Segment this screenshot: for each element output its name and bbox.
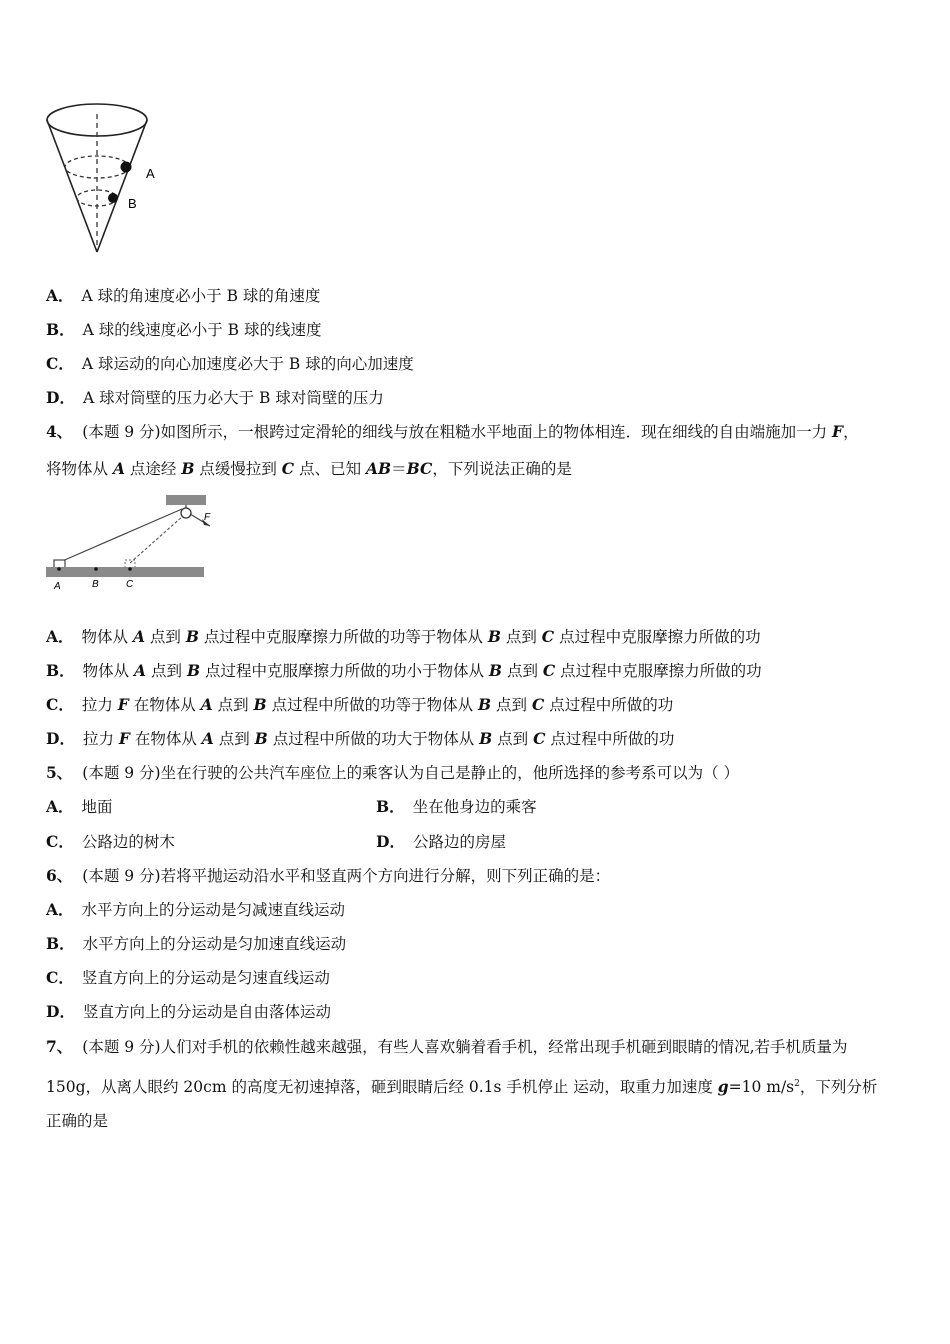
q3-option-a: A． A 球的角速度必小于 B 球的角速度	[46, 286, 321, 305]
ball-b	[108, 193, 118, 203]
q4-stem-line1: 4、 (本题 9 分)如图所示，一根跨过定滑轮的细线与放在粗糙水平地面上的物体相连．现在细线的自由端施加一力 F，	[46, 422, 859, 441]
cone-rim	[47, 104, 147, 136]
q7-stem-line2: 150g，从离人眼约 20cm 的高度无初速掉落，砸到眼睛后经 0.1s 手机停止 运动，取重力加速度 g=10 $m/s^2$，下列分析	[46, 1077, 878, 1097]
label-f: F	[204, 512, 211, 523]
q4-option-b: B． 物体从 A 点到 B 点过程中克服摩擦力所做的功小于物体从 B 点到 C 点过程中克服摩擦力所做的功	[46, 661, 762, 680]
cone-right-edge	[97, 120, 147, 252]
q5-option-c: C． 公路边的树木	[46, 832, 175, 851]
q3-option-b: B． A 球的线速度必小于 B 球的线速度	[46, 320, 322, 339]
q6-option-a: A． 水平方向上的分运动是匀减速直线运动	[46, 900, 346, 919]
q4-option-c: C． 拉力 F 在物体从 A 点到 B 点过程中所做的功等于物体从 B 点到 C 点过程中所做的功	[46, 695, 674, 714]
ceiling-bar	[166, 495, 206, 505]
block	[54, 560, 65, 568]
q6-stem: 6、 (本题 9 分)若将平抛运动沿水平和竖直两个方向进行分解，则下列正确的是：	[46, 866, 611, 885]
q4-stem-line2: 将物体从 A 点途经 B 点缓慢拉到 C 点、已知 AB＝BC，下列说法正确的是	[46, 459, 572, 478]
label-b: B	[128, 196, 137, 211]
q7-stem-line3: 正确的是	[46, 1112, 109, 1130]
q3-option-c: C． A 球运动的向心加速度必大于 B 球的向心加速度	[46, 354, 414, 373]
q5-option-d: D． 公路边的房屋	[376, 832, 506, 851]
q3-option-d: D． A 球对筒壁的压力必大于 B 球对筒壁的压力	[46, 388, 384, 407]
label-a: A	[146, 166, 155, 181]
q5-option-b: B． 坐在他身边的乘客	[376, 797, 537, 816]
q5-stem: 5、 (本题 9 分)坐在行驶的公共汽车座位上的乘客认为自己是静止的，他所选择的参考系可以为（ ）	[46, 763, 740, 782]
rope-dashed	[130, 516, 183, 563]
q4-option-d: D． 拉力 F 在物体从 A 点到 B 点过程中所做的功大于物体从 B 点到 C 点过程中所做的功	[46, 729, 675, 748]
rope	[60, 509, 182, 562]
q4-option-a: A． 物体从 A 点到 B 点过程中克服摩擦力所做的功等于物体从 B 点到 C 点过程中克服摩擦力所做的功	[46, 627, 761, 646]
cone-figure	[40, 100, 170, 260]
label-point-c: C	[126, 579, 134, 590]
cone-left-edge	[47, 120, 97, 252]
q6-option-c: C． 竖直方向上的分运动是匀速直线运动	[46, 968, 330, 987]
pulley-figure	[44, 492, 214, 592]
label-point-b: B	[92, 579, 99, 590]
label-point-a: A	[54, 581, 61, 592]
q5-option-a: A． 地面	[46, 797, 113, 816]
q6-option-d: D． 竖直方向上的分运动是自由落体运动	[46, 1002, 331, 1021]
q6-option-b: B． 水平方向上的分运动是匀加速直线运动	[46, 934, 347, 953]
ball-a	[121, 162, 132, 173]
block-ghost	[125, 560, 135, 568]
ground	[46, 567, 204, 577]
q7-stem-line1: 7、 (本题 9 分)人们对手机的依赖性越来越强，有些人喜欢躺着看手机，经常出现手机砸到眼睛的情况,若手机质量为	[46, 1037, 848, 1056]
